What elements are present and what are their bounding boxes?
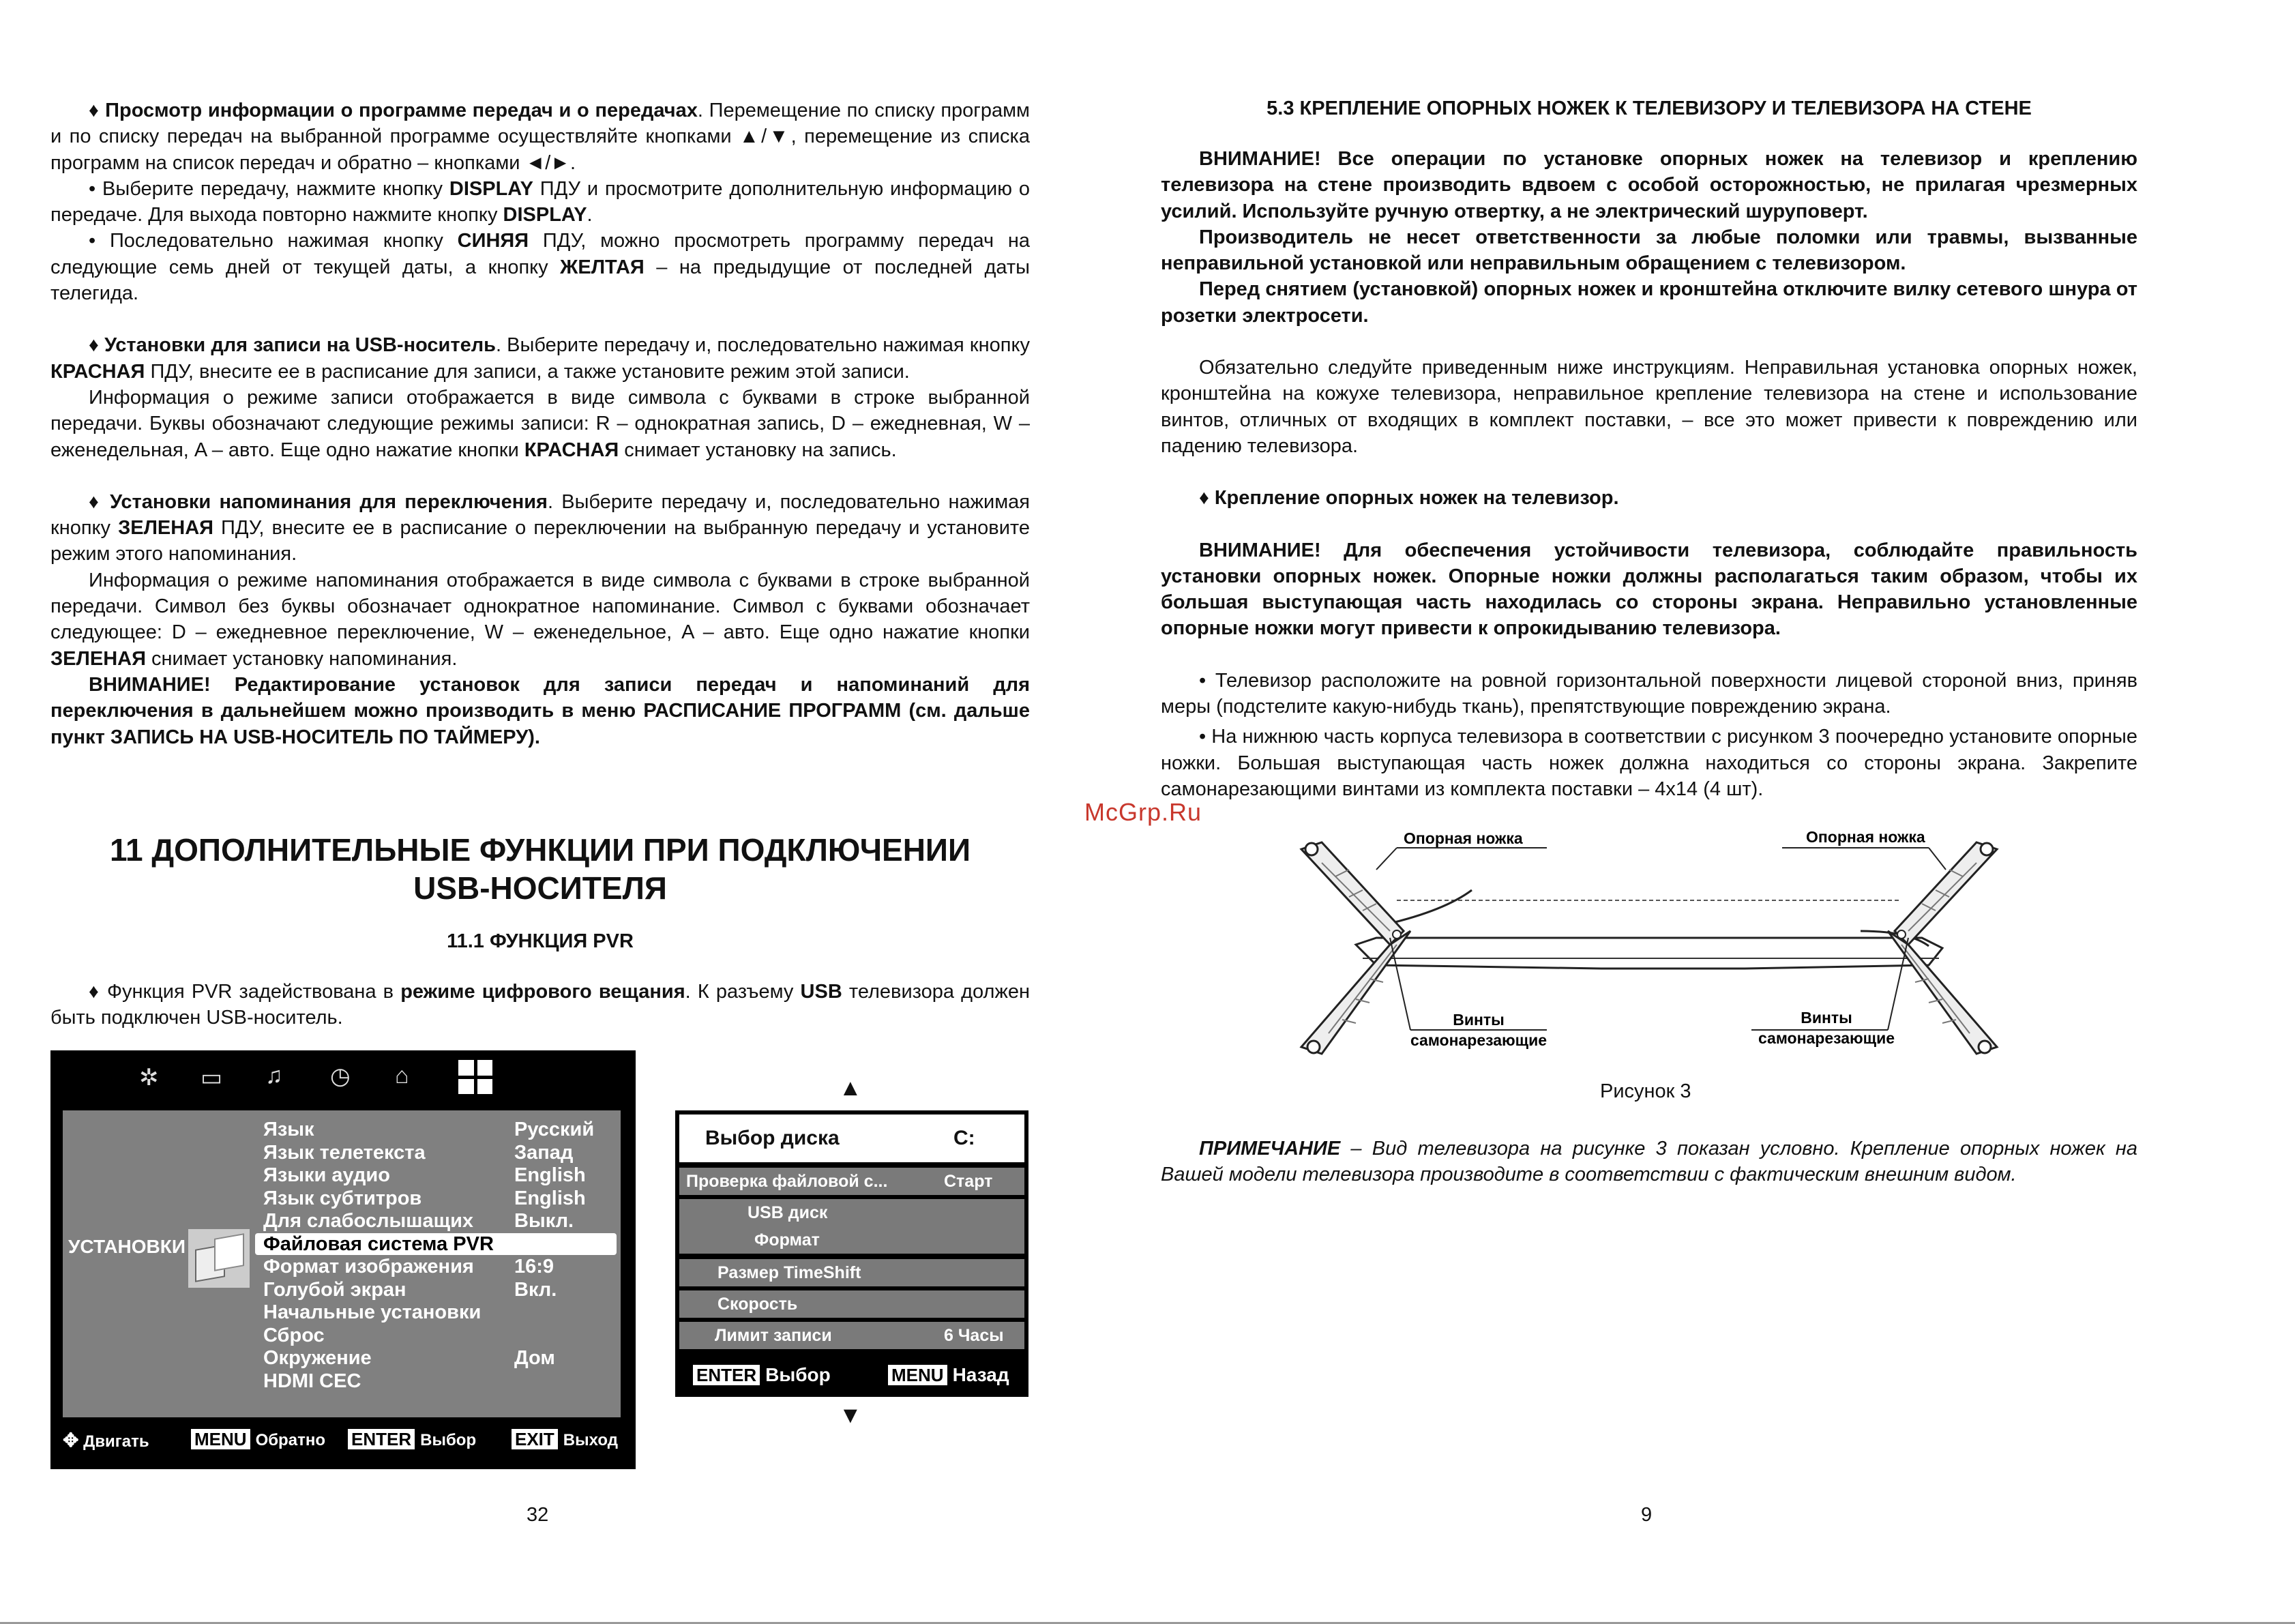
setup-item-value: Русский <box>514 1119 595 1140</box>
setup-item-label: Язык <box>263 1119 314 1140</box>
rec-para-2 <box>50 385 1030 463</box>
disk-menu-row[interactable] <box>679 1290 1024 1318</box>
t: ВНИМАНИЕ! Все операции по установке опорных ножек на телевизор и креплению телевизора на стене производить вдвоем с особой осторожностью, не прилагая чрезмерных усилий. Используйте ручную отвертку, а не электрический шуруповерт. <box>1161 148 2137 222</box>
setup-item-label: Языки аудио <box>263 1164 390 1186</box>
setup-menu-item[interactable] <box>255 1279 617 1301</box>
move-hint <box>63 1429 149 1451</box>
t: Обратно <box>255 1431 325 1449</box>
exit-hint <box>512 1429 618 1450</box>
disk-row-value: 6 Часы <box>944 1326 1004 1345</box>
t: ПДУ и просмотрите дополнительную информацию о передаче. Для выхода повторно нажмите кнопку <box>50 177 1030 226</box>
disk-row-label: Скорость <box>717 1295 798 1314</box>
right-text <box>1161 98 2137 802</box>
setup-menu-item[interactable] <box>255 1233 617 1255</box>
t: Выход <box>563 1431 618 1449</box>
warning-4 <box>1161 537 2137 642</box>
disk-footer <box>675 1360 1028 1390</box>
category-label: УСТАНОВКИ <box>68 1236 186 1257</box>
legs-heading <box>1161 485 2137 511</box>
epg-para-1 <box>50 98 1030 176</box>
bullet-1: • Телевизор расположите на ровной горизонтальной поверхности лицевой стороной вниз, приняв меры (подстелите какую-нибудь ткань), препятствующие повреждению экрана. <box>1161 669 2137 718</box>
setup-menu-item[interactable] <box>255 1256 617 1278</box>
remind-para-2 <box>50 567 1030 672</box>
exit-key: EXIT <box>512 1429 558 1449</box>
select-hint <box>693 1364 831 1386</box>
setup-menu-item[interactable] <box>255 1347 617 1369</box>
t: 11 ДОПОЛНИТЕЛЬНЫЕ ФУНКЦИИ ПРИ ПОДКЛЮЧЕНИИ <box>109 832 971 868</box>
timer-icon: ◷ <box>330 1063 351 1089</box>
t: ЖЕЛТАЯ <box>560 256 645 278</box>
enter-key: ENTER <box>348 1429 415 1449</box>
disk-row-label: Размер TimeShift <box>717 1263 861 1282</box>
section-11 <box>50 831 1030 1031</box>
t: Двигать <box>83 1432 149 1451</box>
disk-row-label: USB диск <box>747 1203 828 1222</box>
screw-left-callout <box>1390 938 1410 1030</box>
setup-tab-icon[interactable] <box>458 1060 492 1094</box>
screw-right <box>1897 930 1906 939</box>
subsection-title: 11.1 ФУНКЦИЯ PVR <box>447 930 634 952</box>
menu-key: MENU <box>191 1429 250 1449</box>
remind-para-1 <box>50 489 1030 567</box>
setup-item-value: 16:9 <box>514 1256 554 1278</box>
watermark: McGrp.Ru <box>1084 798 1202 826</box>
figure-caption: Рисунок 3 <box>1600 1080 1691 1102</box>
disk-menu-screen <box>675 1110 1028 1397</box>
t: . <box>587 204 593 226</box>
menu-key: MENU <box>888 1365 947 1385</box>
disk-row-label: Формат <box>754 1230 820 1250</box>
music-icon: ♫ <box>265 1063 283 1089</box>
bullet-2: • На нижнюю часть корпуса телевизора в соответствии с рисунком 3 поочередно установите опорные ножки. Большая выступающая часть ножек должна находиться со стороны экрана. Закрепите самонарезающими винтами из комплекта поставки – 4x14 (4 шт). <box>1161 726 2137 800</box>
t: снимает установку напоминания. <box>145 647 458 670</box>
t: Информация о режиме записи отображается в виде символа с буквами в строке выбранной передачи. Буквы обозначают следующие режимы записи: R – однократная запись, D – ежедневная, W – еженедельная, A – авто. Еще одно нажатие кнопки <box>50 386 1030 461</box>
t: Производитель не несет ответственности за любые поломки или травмы, вызванные неправильной установкой или неправильным обращением с телевизором. <box>1161 226 2137 275</box>
note <box>1161 1136 2137 1188</box>
setup-footer <box>63 1429 629 1456</box>
figure-tv-legs <box>1274 829 2024 1081</box>
scroll-down-arrow[interactable]: ▼ <box>839 1402 862 1428</box>
back-hint <box>888 1364 1009 1386</box>
warning-2 <box>1161 224 2137 277</box>
setup-menu-item[interactable] <box>255 1142 617 1164</box>
setup-menu-item[interactable] <box>255 1119 617 1140</box>
epg-para-2 <box>50 176 1030 228</box>
t: USB-НОСИТЕЛЯ <box>413 870 667 906</box>
setup-menu-item[interactable] <box>255 1370 617 1392</box>
disk-menu-row[interactable] <box>679 1199 1024 1226</box>
disk-menu-row[interactable] <box>679 1259 1024 1286</box>
t: телевизора должен быть подключен USB-носитель. <box>50 981 1030 1029</box>
t: USB <box>800 981 842 1003</box>
t: • Выберите передачу, нажмите кнопку <box>89 177 449 200</box>
t: Перед снятием (установкой) опорных ножек и кронштейна отключите вилку сетевого шнура от розетки электросети. <box>1161 278 2137 327</box>
pvr-para <box>50 979 1030 1031</box>
rec-para-1 <box>50 332 1030 385</box>
setup-icon <box>188 1229 250 1288</box>
t: СИНЯЯ <box>457 230 529 252</box>
instructions-para: Обязательно следуйте приведенным ниже инструкциям. Неправильная установка опорных ножек, кронштейна на кожухе телевизора, неправильное крепление телевизора на стене и использование винтов, отличных от входящих в комплект поставки, – все это может привести к повреждению или падению телевизора. <box>1161 357 2137 457</box>
setup-item-label: HDMI CEC <box>263 1370 361 1392</box>
t: • Последовательно нажимая кнопку <box>89 230 458 252</box>
disk-menu-row[interactable] <box>679 1168 1024 1195</box>
setup-item-value: Вкл. <box>514 1278 557 1301</box>
setup-item-value: English <box>514 1164 586 1186</box>
disk-row-label: Лимит записи <box>715 1326 832 1345</box>
settings-icon: ✲ <box>139 1065 159 1091</box>
left-leg <box>1301 842 1410 1054</box>
t: ВНИМАНИЕ! Для обеспечения устойчивости телевизора, соблюдайте правильность установки опорных ножек. Опорные ножки должны располагаться таким образом, чтобы их большая выступающая часть находилась со стороны экрана. Неправильно установленные опорные ножки могут привести к опрокидыванию телевизора. <box>1161 539 2137 640</box>
label-screw-right-1: Винты <box>1801 1009 1852 1027</box>
label-leg-right: Опорная ножка <box>1806 829 1925 846</box>
t: – на предыдущие от последней даты телегида. <box>50 256 1030 305</box>
t: DISPLAY <box>503 204 587 226</box>
disk-header <box>678 1113 1026 1164</box>
setup-menu-item[interactable] <box>255 1325 617 1346</box>
remind-heading: ♦ Установки напоминания для переключения <box>89 490 548 513</box>
t: ЗЕЛЕНАЯ <box>118 517 214 540</box>
t: режиме цифрового вещания <box>400 981 685 1003</box>
setup-item-label: Голубой экран <box>263 1278 406 1301</box>
tv-body <box>1356 938 1942 969</box>
screw-left <box>1393 930 1401 939</box>
t: . Выберите передачу и, последовательно нажимая кнопку <box>50 490 1030 540</box>
t: ВНИМАНИЕ! Редактирование установок для записи передач и напоминаний для переключения в дальнейшем можно производить в меню РАСПИСАНИЕ ПРОГРАММ (см. дальше пункт ЗАПИСЬ НА USB-НОСИТЕЛЬ ПО ТАЙМЕРУ). <box>50 673 1030 748</box>
setup-menu-item[interactable] <box>255 1301 617 1323</box>
disk-row-value: Старт <box>944 1172 993 1191</box>
t: ПРИМЕЧАНИЕ <box>1199 1138 1341 1160</box>
setup-item-label: Для слабослышащих <box>263 1210 474 1232</box>
setup-menu-screen <box>50 1050 636 1469</box>
rec-heading: ♦ Установки для записи на USB-носитель <box>89 334 496 357</box>
t: ПДУ, внесите ее в расписание о переключении на выбранную передачу и установите режим этого напоминания. <box>50 517 1030 565</box>
drive-letter[interactable]: C: <box>953 1127 975 1149</box>
setup-menu-item[interactable] <box>255 1164 617 1186</box>
enter-key: ENTER <box>693 1365 760 1385</box>
disk-row-label: Проверка файловой с... <box>686 1172 888 1191</box>
setup-item-value: English <box>514 1187 586 1209</box>
right-title: 5.3 КРЕПЛЕНИЕ ОПОРНЫХ НОЖЕК К ТЕЛЕВИЗОРУ И ТЕЛЕВИЗОРА НА СТЕНЕ <box>1267 98 2032 119</box>
label-screw-left-2: самонарезающие <box>1410 1031 1548 1049</box>
label-screw-left-1: Винты <box>1453 1011 1505 1029</box>
setup-item-value: Выкл. <box>514 1210 574 1232</box>
warning-1 <box>1161 146 2137 224</box>
t: Выбор <box>765 1364 831 1385</box>
epg-text: . Перемещение по списку программ и по списку передач на выбранной программе осуществляйте кнопками ▲/▼, перемещение из списка программ на список передач и обратно – кнопками ◄/►. <box>50 100 1030 174</box>
epg-heading: ♦ Просмотр информации о программе передач и о передачах <box>89 100 698 121</box>
epg-section <box>50 98 1030 750</box>
page-number-left: 32 <box>527 1504 549 1526</box>
section-title <box>50 831 1030 907</box>
screw-right-callout <box>1888 938 1908 1030</box>
page-number-right: 9 <box>1641 1504 1653 1526</box>
t: КРАСНАЯ <box>524 439 619 461</box>
setup-item-value: Запад <box>514 1141 574 1164</box>
select-hint <box>348 1429 476 1450</box>
setup-item-value: Дом <box>514 1347 555 1369</box>
setup-menu-item[interactable] <box>255 1187 617 1209</box>
t: ♦ Функция PVR задействована в <box>89 981 401 1003</box>
tv-back-left <box>1387 890 1472 924</box>
setup-item-label: Формат изображения <box>263 1256 474 1278</box>
setup-item-label: Файловая система PVR <box>263 1232 494 1255</box>
t <box>1929 848 1946 870</box>
t: ПДУ, внесите ее в расписание для записи, а также установите режим этой записи. <box>145 360 910 383</box>
t: снимает установку на запись. <box>619 439 897 461</box>
disk-menu-row[interactable] <box>679 1322 1024 1349</box>
label-screw-right-2: самонарезающие <box>1758 1029 1895 1047</box>
setup-item-label: Сброс <box>263 1324 325 1346</box>
t: . Выберите передачу и, последовательно нажимая кнопку <box>495 334 1030 357</box>
setup-item-label: Язык субтитров <box>263 1187 422 1209</box>
warning-3 <box>1161 276 2137 329</box>
disk-menu-row[interactable] <box>679 1226 1024 1254</box>
disk-title: Выбор диска <box>705 1127 840 1149</box>
t: Информация о режиме напоминания отображается в виде символа с буквами в строке выбранной передачи. Символ без буквы обозначает однократное напоминание. Символ с буквами обозначает следующее: D – ежедневное переключение, W – еженедельное, A – авто. Еще одно нажатие кнопки <box>50 569 1030 644</box>
scroll-up-arrow[interactable]: ▲ <box>839 1075 862 1101</box>
setup-item-label: Язык телетекста <box>263 1141 426 1164</box>
t: КРАСНАЯ <box>50 360 145 383</box>
setup-menu-item[interactable] <box>255 1210 617 1232</box>
t: ♦ Крепление опорных ножек на телевизор. <box>1199 487 1619 510</box>
lock-icon: ⌂ <box>395 1063 409 1089</box>
back-hint <box>191 1429 325 1450</box>
t: Выбор <box>420 1431 477 1449</box>
t <box>1376 848 1397 870</box>
remind-warning <box>50 672 1030 750</box>
t: DISPLAY <box>449 177 533 200</box>
t: ЗЕЛЕНАЯ <box>50 647 146 670</box>
t: ПДУ, можно просмотреть программу передач на следующие семь дней от текущей даты, а кнопку <box>50 230 1030 278</box>
picture-icon: ▭ <box>201 1065 223 1091</box>
label-leg-left: Опорная ножка <box>1404 829 1523 847</box>
setup-item-label: Начальные установки <box>263 1301 482 1323</box>
move-arrows-icon: ✥ <box>63 1430 79 1451</box>
t: – Вид телевизора на рисунке 3 показан условно. Крепление опорных ножек на Вашей модели телевизора производите в соответствии с фактическим внешним видом. <box>1161 1138 2137 1186</box>
setup-item-label: Окружение <box>263 1347 372 1369</box>
t: . К разъему <box>685 981 801 1003</box>
epg-para-3 <box>50 228 1030 306</box>
t: Назад <box>952 1364 1009 1385</box>
